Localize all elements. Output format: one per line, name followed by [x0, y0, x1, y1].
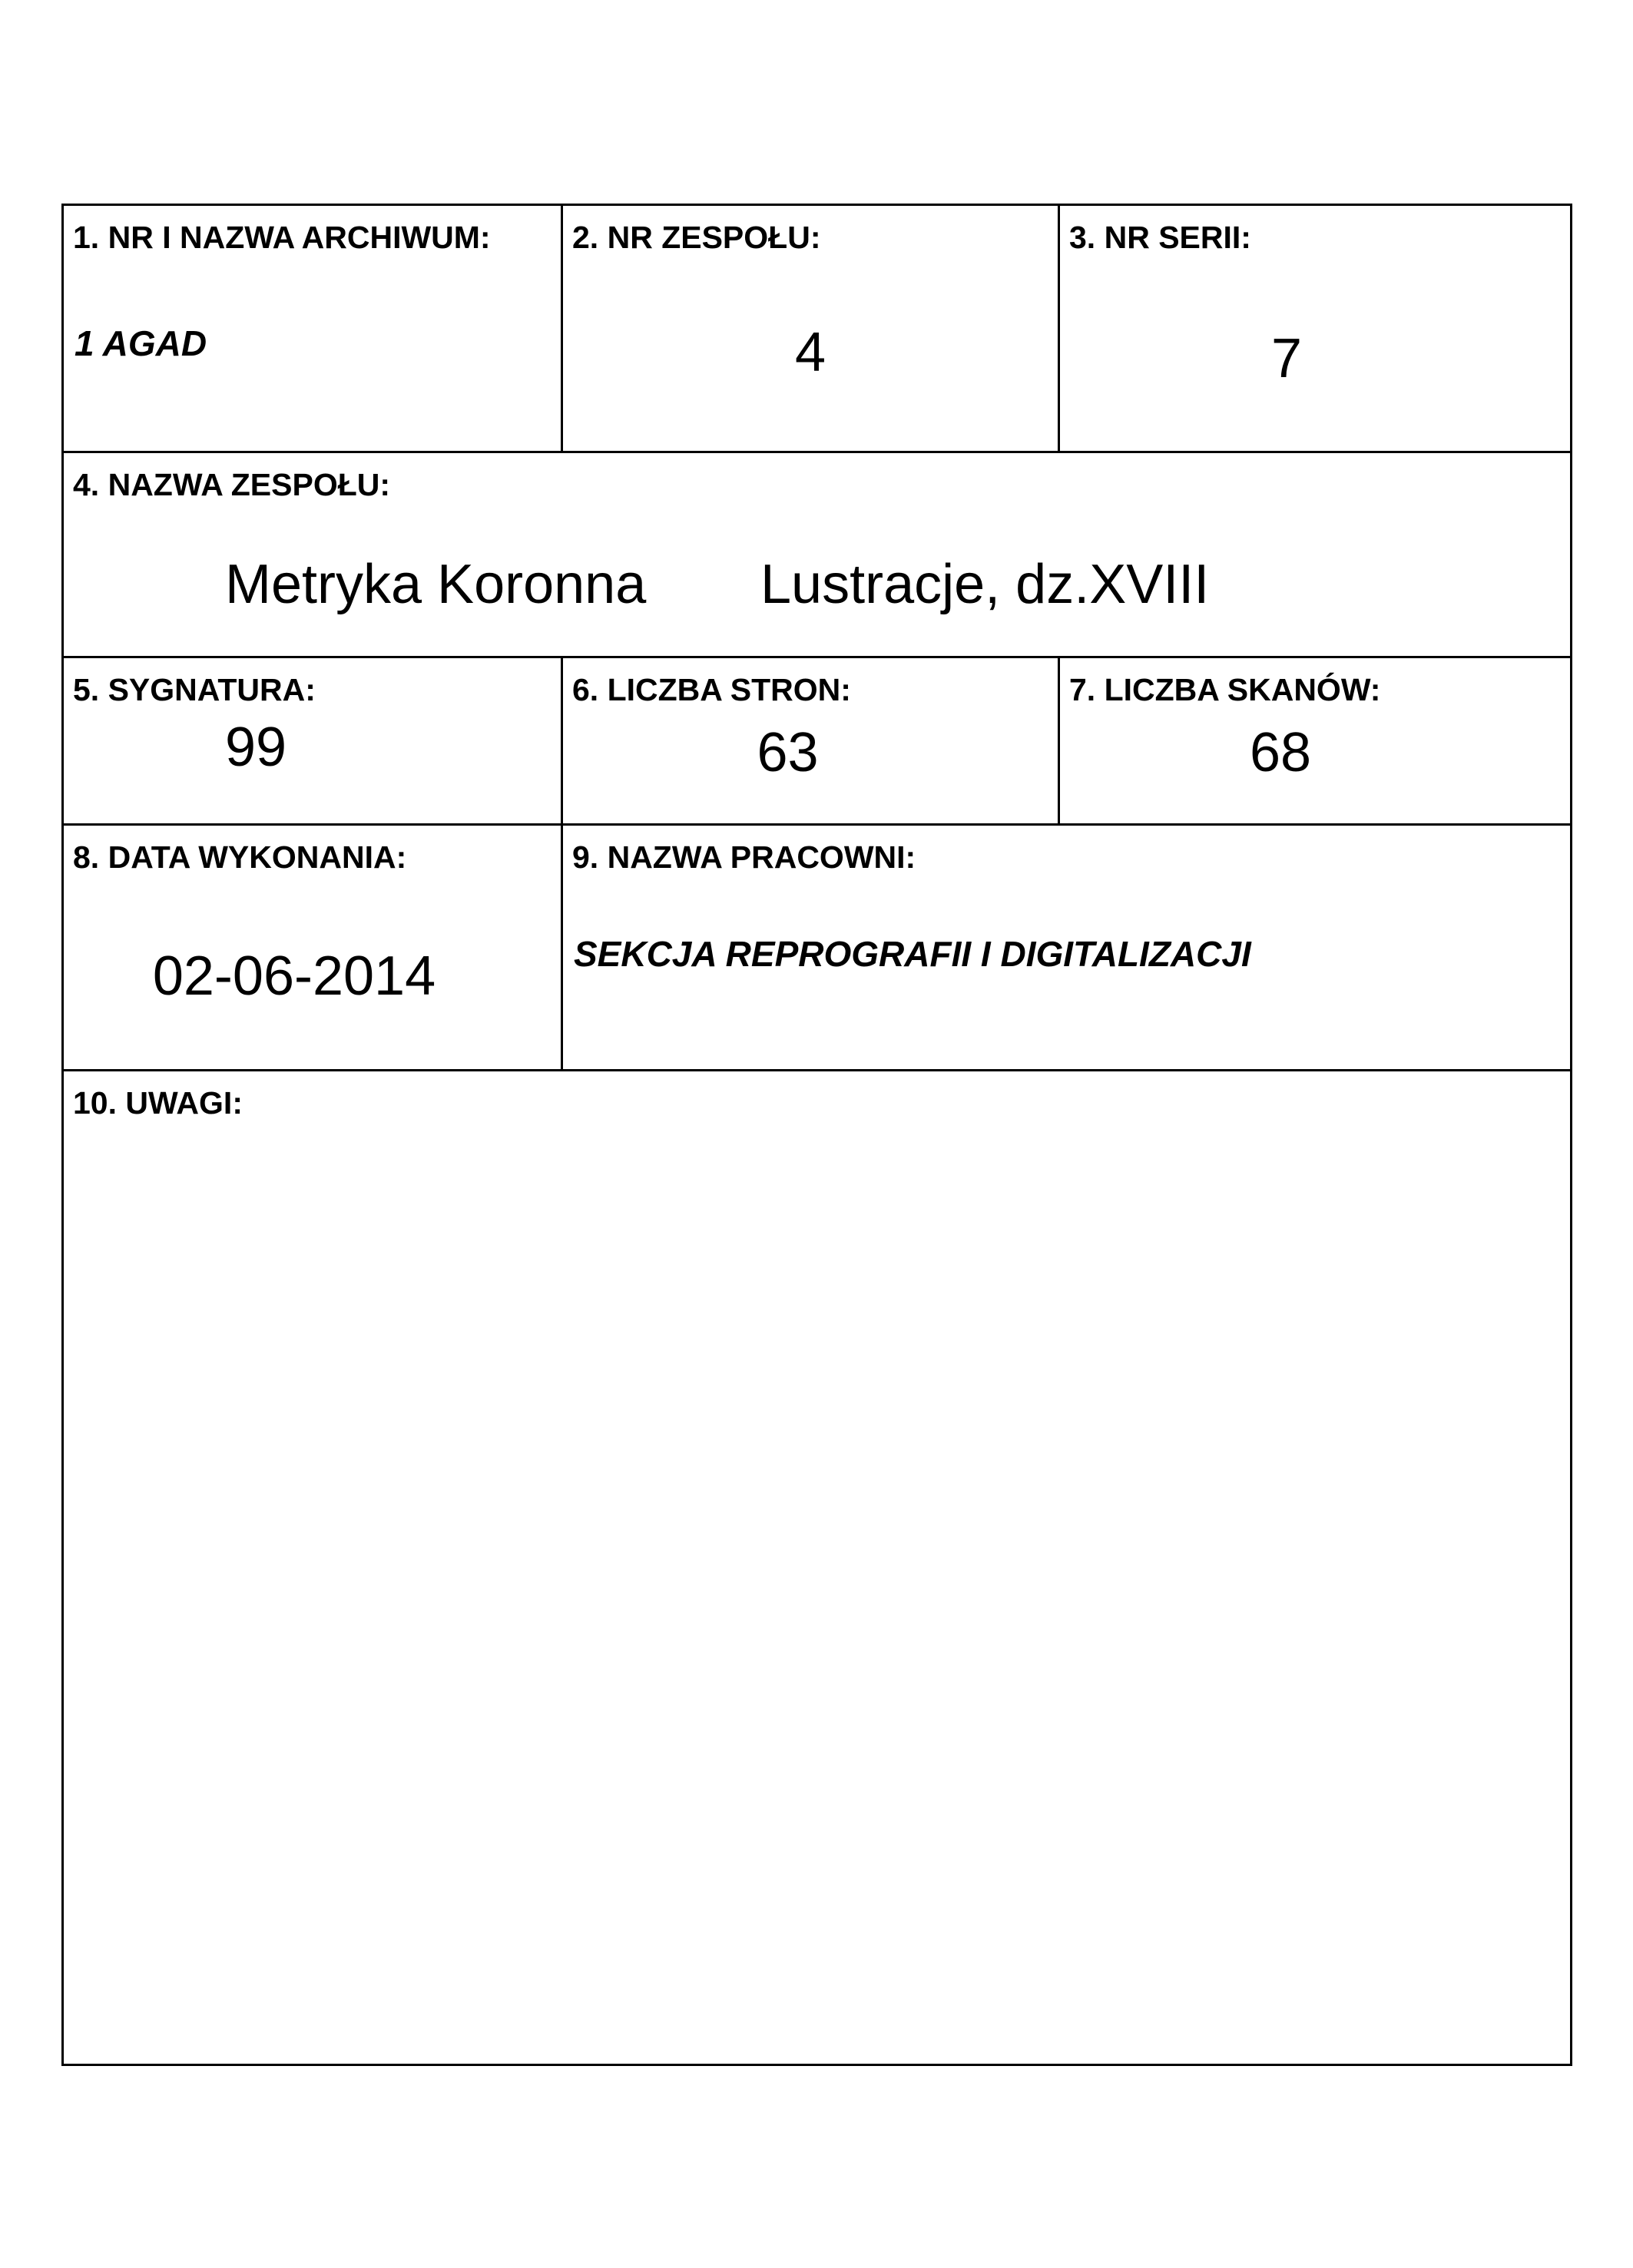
archive-label: 1. NR I NAZWA ARCHIWUM: [73, 220, 491, 255]
fond-no-label: 2. NR ZESPOŁU: [572, 220, 821, 255]
remarks-label: 10. UWAGI: [73, 1085, 243, 1121]
scans-label: 7. LICZBA SKANÓW: [1069, 672, 1381, 707]
fond-name-label: 4. NAZWA ZESPOŁU: [73, 467, 391, 502]
archive-value: 1 AGAD [75, 323, 207, 363]
fond-name-value-part2: Lustracje, dz.XVIII [760, 554, 1210, 615]
series-no-value: 7 [1271, 328, 1303, 389]
fond-name-value-part1: Metryka Koronna [225, 554, 647, 615]
signature-label: 5. SYGNATURA: [73, 672, 316, 707]
scans-value: 68 [1249, 722, 1312, 783]
scans-cell [1058, 656, 1570, 823]
pages-label: 6. LICZBA STRON: [572, 672, 851, 707]
workshop-label: 9. NAZWA PRACOWNI: [572, 839, 916, 875]
archive-cell [64, 206, 561, 451]
metadata-card [61, 204, 1572, 2066]
signature-value: 99 [225, 717, 287, 778]
fond-no-value: 4 [794, 322, 826, 383]
fond-no-cell [561, 206, 1058, 451]
series-no-cell [1058, 206, 1570, 451]
remarks-cell [64, 1069, 1570, 2064]
pages-value: 63 [757, 722, 819, 783]
date-value: 02-06-2014 [152, 945, 436, 1007]
series-no-label: 3. NR SERII: [1069, 220, 1251, 255]
date-label: 8. DATA WYKONANIA: [73, 839, 407, 875]
signature-cell [64, 656, 561, 823]
workshop-cell [561, 823, 1570, 1069]
pages-cell [561, 656, 1058, 823]
fond-name-cell [64, 451, 1570, 656]
date-cell [64, 823, 561, 1069]
workshop-value: SEKCJA REPROGRAFII I DIGITALIZACJI [574, 934, 1251, 974]
